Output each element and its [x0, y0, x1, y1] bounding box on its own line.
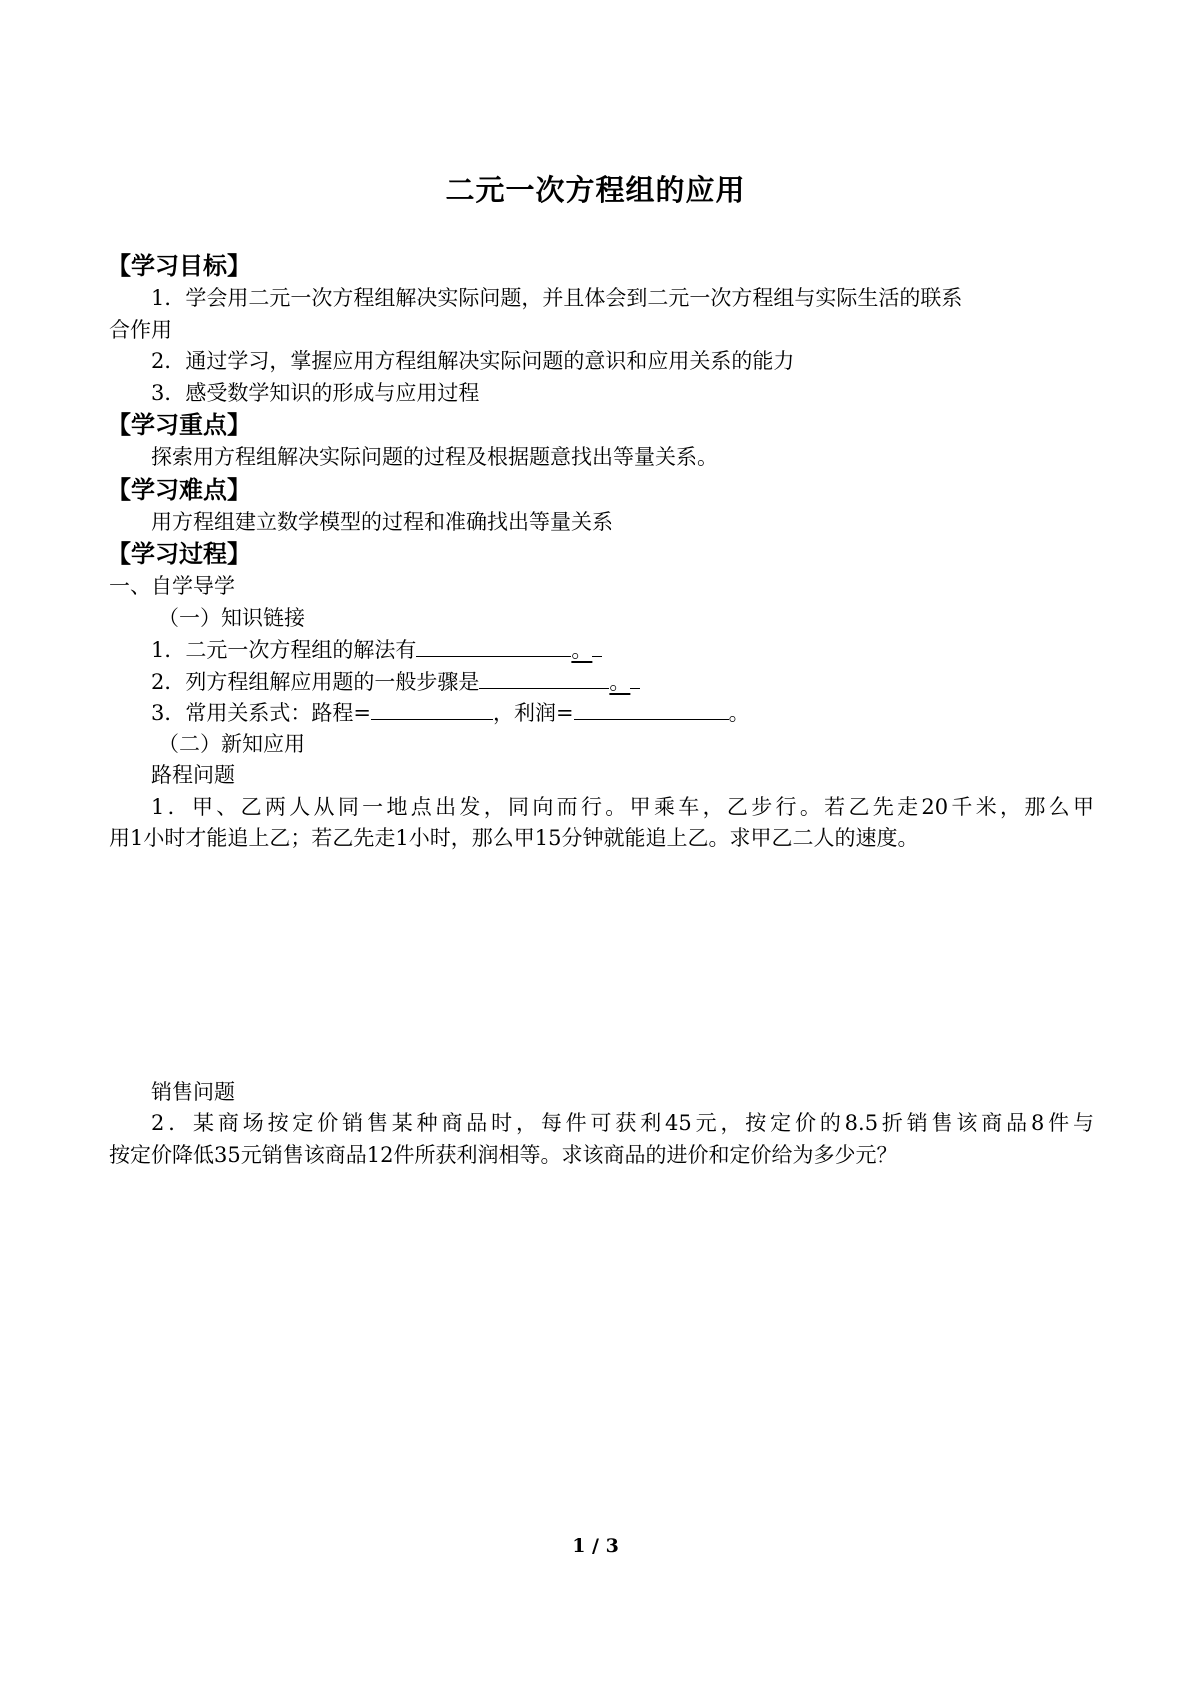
goal-item-1: [109, 283, 1094, 315]
key-points-text: 探索用方程组解决实际问题的过程及根据题意找出等量关系。: [151, 445, 718, 469]
goal-item-2: 2．通过学习，掌握应用方程组解决实际问题的意识和应用关系的能力: [151, 349, 795, 373]
goal-item-1-continued: 合作用: [109, 317, 172, 342]
goal-item-3: 3．感受数学知识的形成与应用过程: [151, 380, 480, 405]
section-heading-key-points: 【学习重点】: [107, 411, 251, 439]
fill-question-3: [109, 697, 1094, 729]
fill-question-1-text: 1．二元一次方程组的解法有: [151, 638, 417, 662]
sales-problem-topic: 销售问题: [151, 1079, 235, 1104]
answer-blank-2-tail: [630, 666, 640, 689]
page-number: 1 / 3: [572, 1535, 619, 1557]
answer-blank-distance[interactable]: [371, 697, 493, 720]
answer-blank-1-tail: [592, 634, 602, 657]
fill-question-3-text-1: 3．常用关系式：路程=: [151, 701, 371, 725]
problem-2-line-1: 2．某商场按定价销售某种商品时，每件可获利45元，按定价的8.5折销售该商品8件与: [151, 1111, 1094, 1135]
section-heading-process: 【学习过程】: [107, 540, 251, 568]
fill-question-2-end: 。: [609, 669, 631, 694]
section-heading-goals: 【学习目标】: [107, 252, 251, 280]
document-body: [109, 250, 1094, 1171]
fill-question-1-end: 。: [571, 638, 593, 662]
fill-question-3-text-2: ，利润=: [492, 701, 574, 725]
document-title: 二元一次方程组的应用: [445, 173, 746, 207]
problem-1-line-1: 1．甲、乙两人从同一地点出发，同向而行。甲乘车，乙步行。若乙先走20千米，那么甲: [151, 794, 1094, 819]
fill-question-1: [109, 634, 1094, 666]
answer-blank-2[interactable]: [479, 666, 609, 689]
self-study-heading: 一、自学导学: [109, 574, 235, 598]
knowledge-link-heading: （一）知识链接: [158, 605, 305, 630]
difficulties-text: 用方程组建立数学模型的过程和准确找出等量关系: [151, 509, 613, 534]
fill-question-2-text: 2．列方程组解应用题的一般步骤是: [151, 669, 480, 694]
fill-question-2: [109, 666, 1094, 698]
new-knowledge-heading: （二）新知应用: [158, 731, 305, 756]
problem-2-line-2: 按定价降低35元销售该商品12件所获利润相等。求该商品的进价和定价给为多少元？: [109, 1142, 898, 1167]
distance-problem-topic: 路程问题: [151, 763, 235, 787]
answer-blank-profit[interactable]: [574, 697, 729, 720]
problem-1-line-2: 用1小时才能追上乙；若乙先走1小时，那么甲15分钟就能追上乙。求甲乙二人的速度。: [109, 826, 919, 850]
fill-question-3-end: 。: [728, 701, 750, 725]
answer-space-1[interactable]: [109, 855, 1094, 1077]
goal-item-1-line-1: 1．学会用二元一次方程组解决实际问题，并且体会到二元一次方程组与实际生活的联系: [151, 286, 963, 310]
section-heading-difficulties: 【学习难点】: [107, 475, 251, 504]
answer-blank-1[interactable]: [416, 634, 571, 657]
